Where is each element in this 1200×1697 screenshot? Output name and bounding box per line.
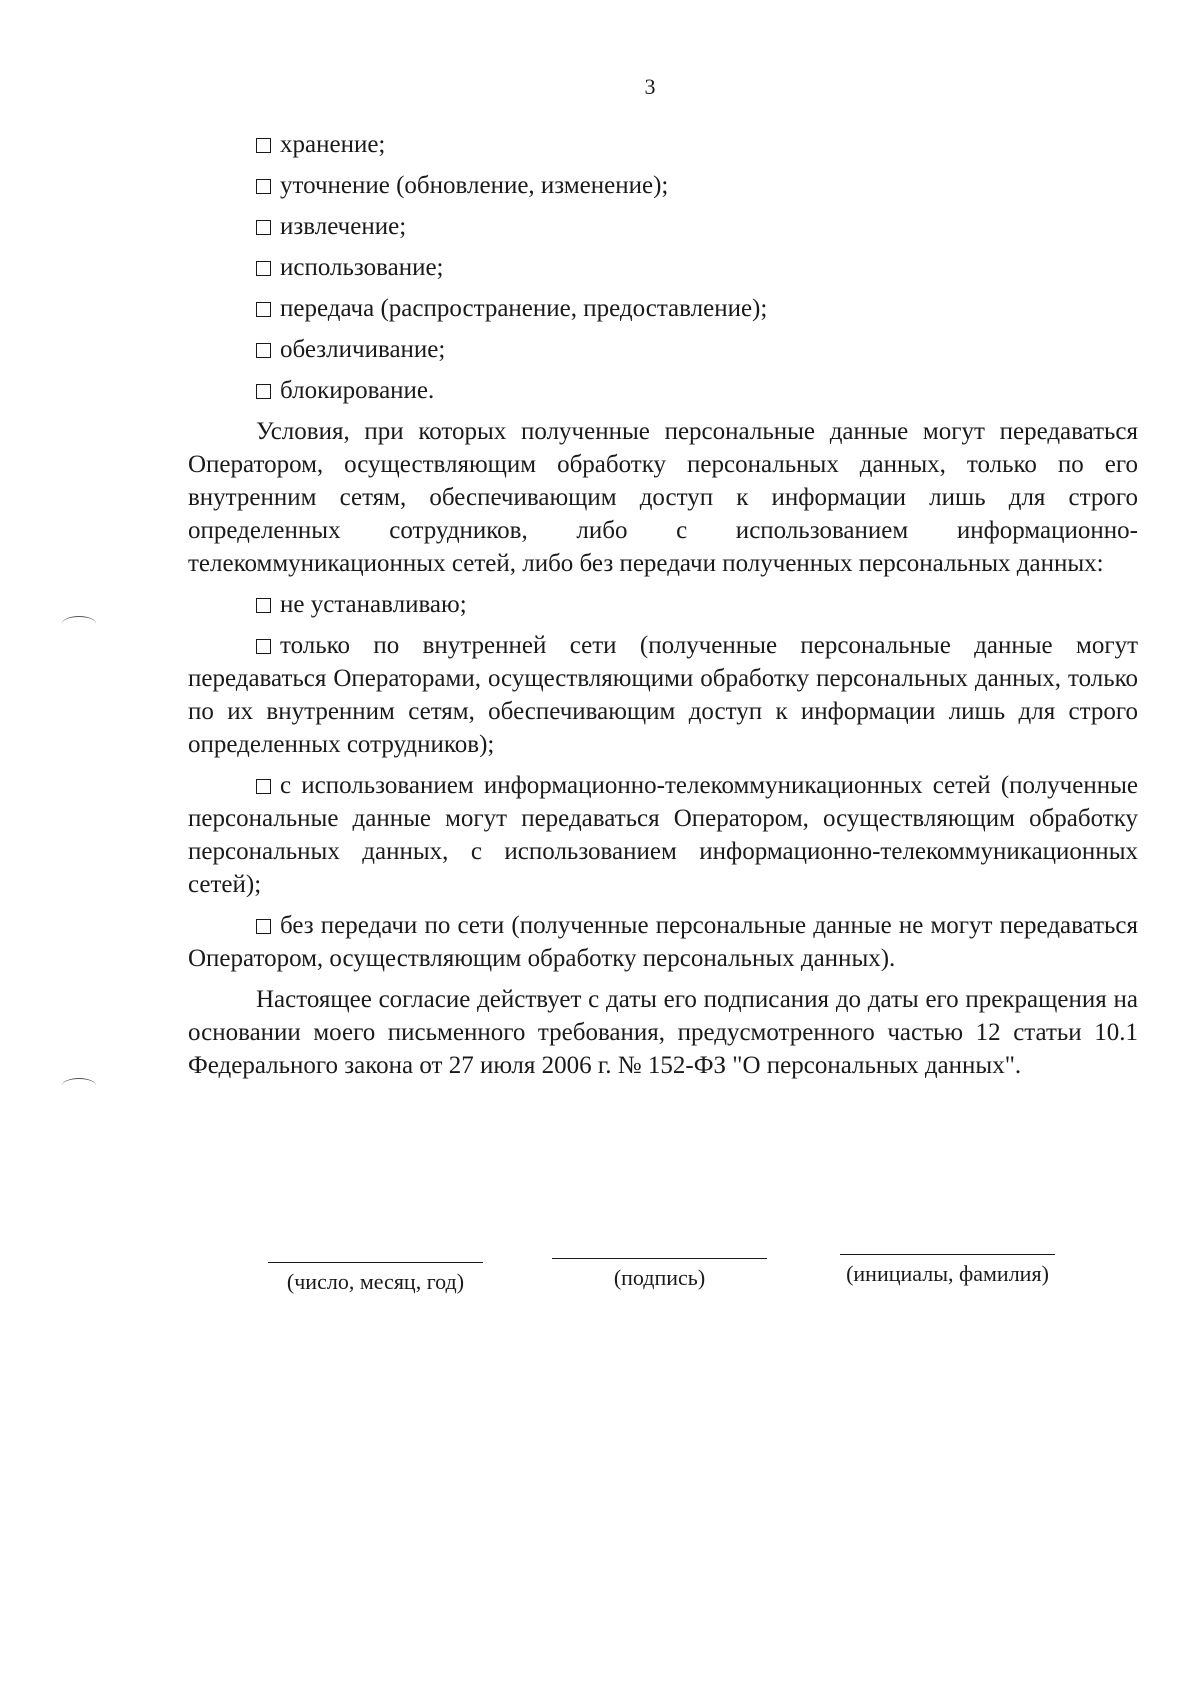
date-signature-field[interactable] — [268, 1262, 483, 1295]
signature-row — [0, 1262, 1200, 1322]
checkbox-icon[interactable] — [256, 598, 271, 613]
checkbox-icon[interactable] — [256, 302, 271, 317]
document-body — [188, 128, 1138, 1082]
option-internal-network: только по внутренней сети (полученные персональные данные могут передаваться Операторами, осуществляющими обработку персональных данных, только по их внутренним сетям, обеспечивающим доступ к информации лишь для строго определенных сотрудников); — [188, 632, 1138, 758]
validity-paragraph: Настоящее согласие действует с даты его подписания до даты его прекращения на основании моего письменного требования, предусмотренного частью 12 статьи 10.1 Федерального закона от 27 июля 2006 г. № 152-ФЗ "О персональных данных". — [188, 986, 1138, 1079]
list-item: использование; — [256, 251, 1138, 284]
checkbox-icon[interactable] — [256, 261, 271, 276]
actions-list — [188, 128, 1138, 407]
list-item: обезличивание; — [256, 333, 1138, 366]
checkbox-icon[interactable] — [256, 220, 271, 235]
option-no-network: без передачи по сети (полученные персональные данные не могут передаваться Оператором, осуществляющим обработку персональных данных). — [188, 912, 1138, 972]
list-item: передача (распространение, предоставление); — [256, 292, 1138, 325]
scan-mark — [62, 1078, 96, 1093]
checkbox-icon[interactable] — [256, 384, 271, 399]
name-signature-field[interactable] — [840, 1254, 1055, 1287]
sign-signature-field[interactable] — [552, 1258, 767, 1291]
list-item: уточнение (обновление, изменение); — [256, 169, 1138, 202]
conditions-paragraph: Условия, при которых полученные персональные данные могут передаваться Оператором, осуществляющим обработку персональных данных, только по его внутренним сетям, обеспечивающим доступ к информации лишь для строго определенных сотрудников, либо с использованием информационно-телекоммуникационных сетей, либо без передачи полученных персональных данных: — [188, 418, 1138, 577]
option-not-set: не устанавливаю; — [256, 588, 1138, 621]
signature-line — [840, 1254, 1055, 1255]
checkbox-icon[interactable] — [256, 779, 271, 794]
name-label: (инициалы, фамилия) — [846, 1261, 1049, 1286]
date-label: (число, месяц, год) — [286, 1269, 465, 1294]
checkbox-icon[interactable] — [256, 919, 271, 934]
scan-mark — [62, 616, 96, 631]
option-telecom-networks: с использованием информационно-телекоммуникационных сетей (полученные персональные данные могут передаваться Оператором, осуществляющим обработку персональных данных, с использованием информационно-телекоммуникационных сетей); — [188, 772, 1138, 898]
page-number: 3 — [644, 74, 656, 99]
list-item: хранение; — [256, 128, 1138, 161]
sign-label: (подпись) — [613, 1265, 706, 1290]
list-item: извлечение; — [256, 210, 1138, 243]
signature-line — [268, 1262, 483, 1263]
signature-line — [552, 1258, 767, 1259]
list-item: блокирование. — [256, 374, 1138, 407]
checkbox-icon[interactable] — [256, 138, 271, 153]
checkbox-icon[interactable] — [256, 343, 271, 358]
checkbox-icon[interactable] — [256, 179, 271, 194]
checkbox-icon[interactable] — [256, 639, 271, 654]
